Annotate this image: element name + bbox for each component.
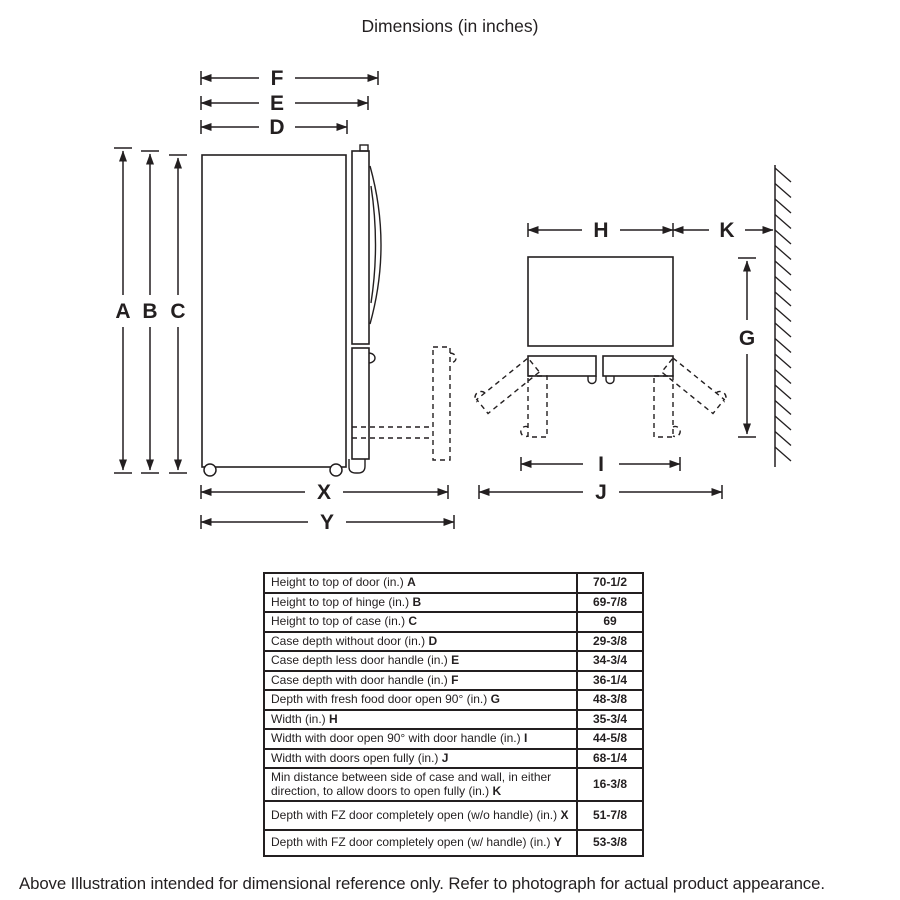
- fridge-case-top: [528, 257, 673, 346]
- dim-line-G: [738, 258, 756, 437]
- dim-label-J: J: [595, 481, 607, 504]
- left-door-handle: [588, 376, 596, 384]
- dim-line-I: [521, 453, 680, 476]
- dim-label-D: D: [269, 116, 285, 139]
- dim-label-X: X: [316, 481, 332, 504]
- page-title: Dimensions (in inches): [361, 16, 539, 36]
- dim-value: 51-7/8: [577, 801, 643, 830]
- dim-line-X: [201, 481, 448, 504]
- dim-value: 69-7/8: [577, 593, 643, 613]
- freezer-door-open-dashed: [433, 347, 450, 460]
- dim-value: 29-3/8: [577, 632, 643, 652]
- dim-value: 35-3/4: [577, 710, 643, 730]
- left-door-open-90-dashed: [528, 376, 547, 437]
- table-row: [264, 710, 643, 730]
- right-door-fully-handle-dashed: [716, 391, 726, 402]
- dim-value: 48-3/8: [577, 690, 643, 710]
- freezer-handle: [369, 353, 375, 363]
- left-door-open-fully-dashed: [477, 358, 540, 414]
- dim-description: Width (in.) H: [264, 710, 577, 730]
- front-wheel: [204, 464, 216, 476]
- dim-description: Height to top of hinge (in.) B: [264, 593, 577, 613]
- dim-label-F: F: [270, 67, 284, 90]
- disclaimer-text: Above Illustration intended for dimensional reference only. Refer to photograph for actual product appearance.: [19, 874, 825, 893]
- dim-description: Case depth less door handle (in.) E: [264, 651, 577, 671]
- dim-description: Min distance between side of case and wall, in either direction, to allow doors to open fully (in.) K: [264, 768, 577, 801]
- dim-line-K: [673, 219, 773, 242]
- dim-label-I: I: [598, 453, 604, 476]
- dim-description: Case depth with door handle (in.) F: [264, 671, 577, 691]
- dim-description: Depth with fresh food door open 90° (in.) G: [264, 690, 577, 710]
- dim-line-D: [201, 116, 347, 139]
- table-row: [264, 690, 643, 710]
- freezer-foot: [349, 459, 365, 473]
- dimensions-table: [263, 572, 644, 857]
- table-row: [264, 671, 643, 691]
- table-row: [264, 573, 643, 593]
- right-door-open-90-dashed: [654, 376, 673, 437]
- dim-line-E: [201, 92, 368, 115]
- dim-label-E: E: [269, 92, 285, 115]
- dim-line-Y: [201, 511, 454, 534]
- dim-description: Height to top of case (in.) C: [264, 612, 577, 632]
- dim-label-C: C: [170, 300, 186, 323]
- dim-label-B: B: [142, 300, 158, 323]
- left-door-fully-handle-dashed: [475, 391, 485, 402]
- dim-line-A: [114, 148, 132, 473]
- dim-description: Width with door open 90° with door handle (in.) I: [264, 729, 577, 749]
- dim-value: 70-1/2: [577, 573, 643, 593]
- table-row: [264, 593, 643, 613]
- dim-line-J: [479, 481, 722, 504]
- dim-label-H: H: [593, 219, 609, 242]
- dim-line-H: [528, 219, 673, 242]
- dim-value: 16-3/8: [577, 768, 643, 801]
- wall-hatching: [775, 168, 791, 461]
- table-row: [264, 632, 643, 652]
- table-row: [264, 768, 643, 801]
- door-handle-inner: [371, 186, 376, 303]
- dim-value: 44-5/8: [577, 729, 643, 749]
- right-door-open-fully-dashed: [662, 358, 725, 414]
- dim-value: 68-1/4: [577, 749, 643, 769]
- door-hinge-tab: [360, 145, 368, 151]
- table-row: [264, 749, 643, 769]
- dim-description: Depth with FZ door completely open (w/ handle) (in.) Y: [264, 830, 577, 856]
- dim-value: 53-3/8: [577, 830, 643, 856]
- table-row: [264, 801, 643, 830]
- dim-value: 36-1/4: [577, 671, 643, 691]
- freezer-drawer-front: [352, 348, 369, 459]
- fresh-food-door-side: [352, 151, 369, 344]
- table-row: [264, 612, 643, 632]
- table-row: [264, 830, 643, 856]
- dim-value: 34-3/4: [577, 651, 643, 671]
- dim-description: Case depth without door (in.) D: [264, 632, 577, 652]
- dim-label-K: K: [719, 219, 735, 242]
- dim-line-B: [141, 151, 159, 473]
- dim-line-C: [169, 155, 187, 473]
- table-row: [264, 651, 643, 671]
- freezer-door-open-handle-dashed: [450, 353, 456, 363]
- dim-description: Height to top of door (in.) A: [264, 573, 577, 593]
- fridge-side-view: [202, 145, 456, 476]
- dim-label-G: G: [738, 327, 756, 350]
- fridge-case-side: [202, 155, 346, 467]
- wall: [775, 165, 791, 467]
- dim-line-F: [201, 67, 378, 90]
- dim-value: 69: [577, 612, 643, 632]
- rear-wheel: [330, 464, 342, 476]
- dim-description: Width with doors open fully (in.) J: [264, 749, 577, 769]
- right-door-90-handle-dashed: [673, 427, 680, 437]
- dim-label-Y: Y: [319, 511, 335, 534]
- left-door-90-handle-dashed: [521, 427, 528, 437]
- table-row: [264, 729, 643, 749]
- fridge-top-view: [475, 257, 726, 437]
- right-door-handle: [606, 376, 614, 384]
- dim-label-A: A: [115, 300, 131, 323]
- dim-description: Depth with FZ door completely open (w/o handle) (in.) X: [264, 801, 577, 830]
